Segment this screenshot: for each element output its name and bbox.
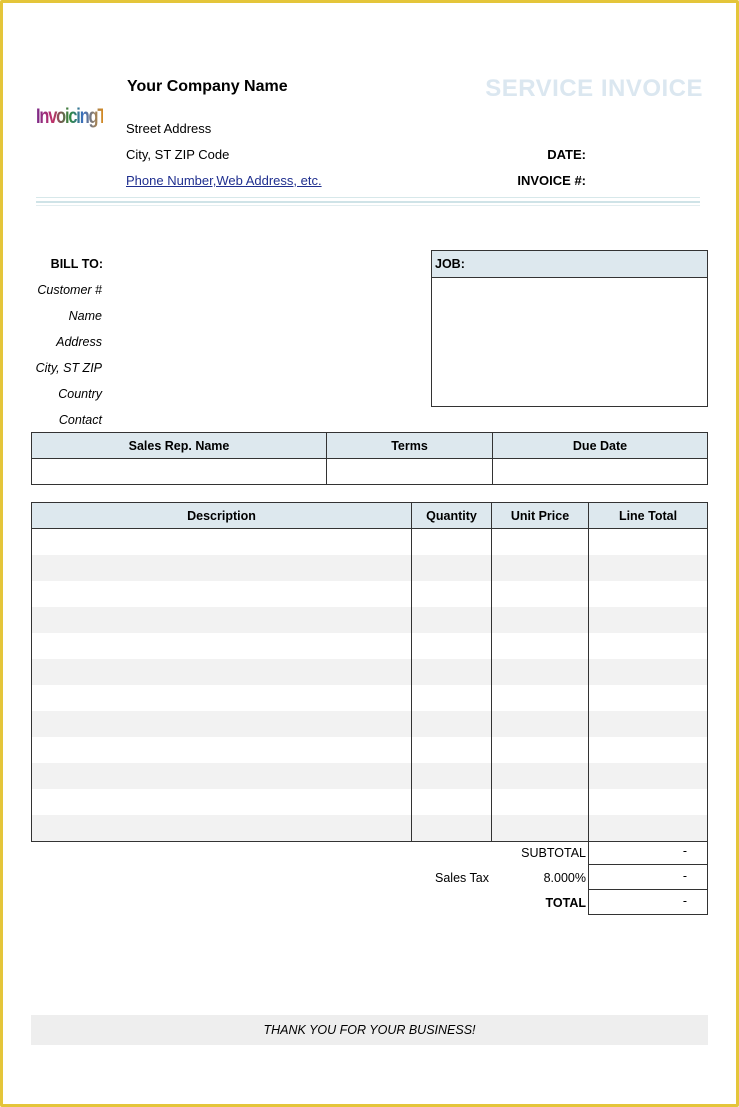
total-label: TOTAL bbox=[545, 896, 586, 910]
sales-tax-rate[interactable]: 8.000% bbox=[543, 871, 586, 885]
unit-price-cell[interactable] bbox=[492, 607, 589, 633]
table-row bbox=[32, 529, 708, 556]
bill-to-name: Name bbox=[68, 309, 102, 323]
sales-rep-table bbox=[31, 432, 708, 485]
unit-price-cell[interactable] bbox=[492, 763, 589, 789]
description-cell[interactable] bbox=[32, 555, 412, 581]
sales-tax-value: - bbox=[588, 865, 708, 890]
bill-to-city-zip: City, ST ZIP bbox=[35, 361, 102, 375]
line-total-cell[interactable] bbox=[589, 581, 708, 607]
line-items-table bbox=[31, 502, 708, 842]
bill-to-address: Address bbox=[56, 335, 102, 349]
line-total-cell[interactable] bbox=[589, 711, 708, 737]
bill-to-contact: Contact bbox=[58, 413, 102, 427]
quantity-header: Quantity bbox=[412, 503, 492, 529]
unit-price-cell[interactable] bbox=[492, 581, 589, 607]
job-box[interactable] bbox=[431, 250, 708, 407]
due-date-header: Due Date bbox=[493, 433, 708, 459]
description-cell[interactable] bbox=[32, 659, 412, 685]
quantity-cell[interactable] bbox=[412, 737, 492, 763]
line-total-cell[interactable] bbox=[589, 633, 708, 659]
unit-price-cell[interactable] bbox=[492, 711, 589, 737]
subtotal-label: SUBTOTAL bbox=[521, 846, 586, 860]
description-cell[interactable] bbox=[32, 737, 412, 763]
unit-price-cell[interactable] bbox=[492, 555, 589, 581]
quantity-cell[interactable] bbox=[412, 685, 492, 711]
sales-rep-cell[interactable] bbox=[32, 459, 327, 485]
table-row bbox=[32, 711, 708, 737]
line-total-cell[interactable] bbox=[589, 555, 708, 581]
table-row bbox=[32, 789, 708, 815]
description-cell[interactable] bbox=[32, 815, 412, 842]
quantity-cell[interactable] bbox=[412, 815, 492, 842]
unit-price-cell[interactable] bbox=[492, 529, 589, 556]
company-city-zip: City, ST ZIP Code bbox=[126, 147, 230, 162]
due-date-cell[interactable] bbox=[493, 459, 708, 485]
description-cell[interactable] bbox=[32, 633, 412, 659]
table-row bbox=[32, 633, 708, 659]
job-label: JOB: bbox=[432, 251, 707, 278]
header-divider bbox=[36, 205, 700, 206]
table-row bbox=[32, 685, 708, 711]
line-total-header: Line Total bbox=[589, 503, 708, 529]
line-total-cell[interactable] bbox=[589, 659, 708, 685]
description-cell[interactable] bbox=[32, 789, 412, 815]
table-row bbox=[32, 737, 708, 763]
date-label: DATE: bbox=[547, 147, 586, 162]
description-cell[interactable] bbox=[32, 685, 412, 711]
quantity-cell[interactable] bbox=[412, 711, 492, 737]
line-total-cell[interactable] bbox=[589, 815, 708, 842]
line-total-cell[interactable] bbox=[589, 763, 708, 789]
bill-to-heading: BILL TO: bbox=[50, 257, 103, 271]
terms-cell[interactable] bbox=[327, 459, 493, 485]
line-total-cell[interactable] bbox=[589, 789, 708, 815]
total-value: - bbox=[588, 890, 708, 915]
quantity-cell[interactable] bbox=[412, 633, 492, 659]
terms-header: Terms bbox=[327, 433, 493, 459]
subtotal-value: - bbox=[588, 840, 708, 865]
company-logo: InvoicingTemplates bbox=[36, 100, 103, 134]
header-divider bbox=[36, 197, 700, 198]
invoice-number-label: INVOICE #: bbox=[517, 173, 586, 188]
invoice-title: SERVICE INVOICE bbox=[485, 75, 703, 102]
description-header: Description bbox=[32, 503, 412, 529]
description-cell[interactable] bbox=[32, 711, 412, 737]
table-row bbox=[32, 607, 708, 633]
unit-price-cell[interactable] bbox=[492, 789, 589, 815]
bill-to-customer-number: Customer # bbox=[37, 283, 102, 297]
description-cell[interactable] bbox=[32, 763, 412, 789]
quantity-cell[interactable] bbox=[412, 529, 492, 556]
unit-price-header: Unit Price bbox=[492, 503, 589, 529]
unit-price-cell[interactable] bbox=[492, 815, 589, 842]
unit-price-cell[interactable] bbox=[492, 685, 589, 711]
company-street: Street Address bbox=[126, 121, 212, 136]
description-cell[interactable] bbox=[32, 529, 412, 556]
description-cell[interactable] bbox=[32, 581, 412, 607]
line-total-cell[interactable] bbox=[589, 529, 708, 556]
description-cell[interactable] bbox=[32, 607, 412, 633]
unit-price-cell[interactable] bbox=[492, 737, 589, 763]
quantity-cell[interactable] bbox=[412, 763, 492, 789]
header-divider bbox=[36, 201, 700, 203]
quantity-cell[interactable] bbox=[412, 659, 492, 685]
company-phone-web-link[interactable]: Phone Number,Web Address, etc. bbox=[126, 173, 322, 188]
table-row bbox=[32, 815, 708, 842]
thank-you-banner: THANK YOU FOR YOUR BUSINESS! bbox=[31, 1015, 708, 1045]
quantity-cell[interactable] bbox=[412, 789, 492, 815]
unit-price-cell[interactable] bbox=[492, 659, 589, 685]
sales-rep-header: Sales Rep. Name bbox=[32, 433, 327, 459]
quantity-cell[interactable] bbox=[412, 581, 492, 607]
table-row bbox=[32, 659, 708, 685]
table-row bbox=[32, 763, 708, 789]
bill-to-country: Country bbox=[58, 387, 102, 401]
line-total-cell[interactable] bbox=[589, 737, 708, 763]
company-name: Your Company Name bbox=[127, 78, 288, 95]
table-row bbox=[32, 555, 708, 581]
quantity-cell[interactable] bbox=[412, 555, 492, 581]
table-row bbox=[32, 581, 708, 607]
line-total-cell[interactable] bbox=[589, 607, 708, 633]
line-total-cell[interactable] bbox=[589, 685, 708, 711]
sales-tax-label: Sales Tax bbox=[435, 871, 489, 885]
quantity-cell[interactable] bbox=[412, 607, 492, 633]
unit-price-cell[interactable] bbox=[492, 633, 589, 659]
